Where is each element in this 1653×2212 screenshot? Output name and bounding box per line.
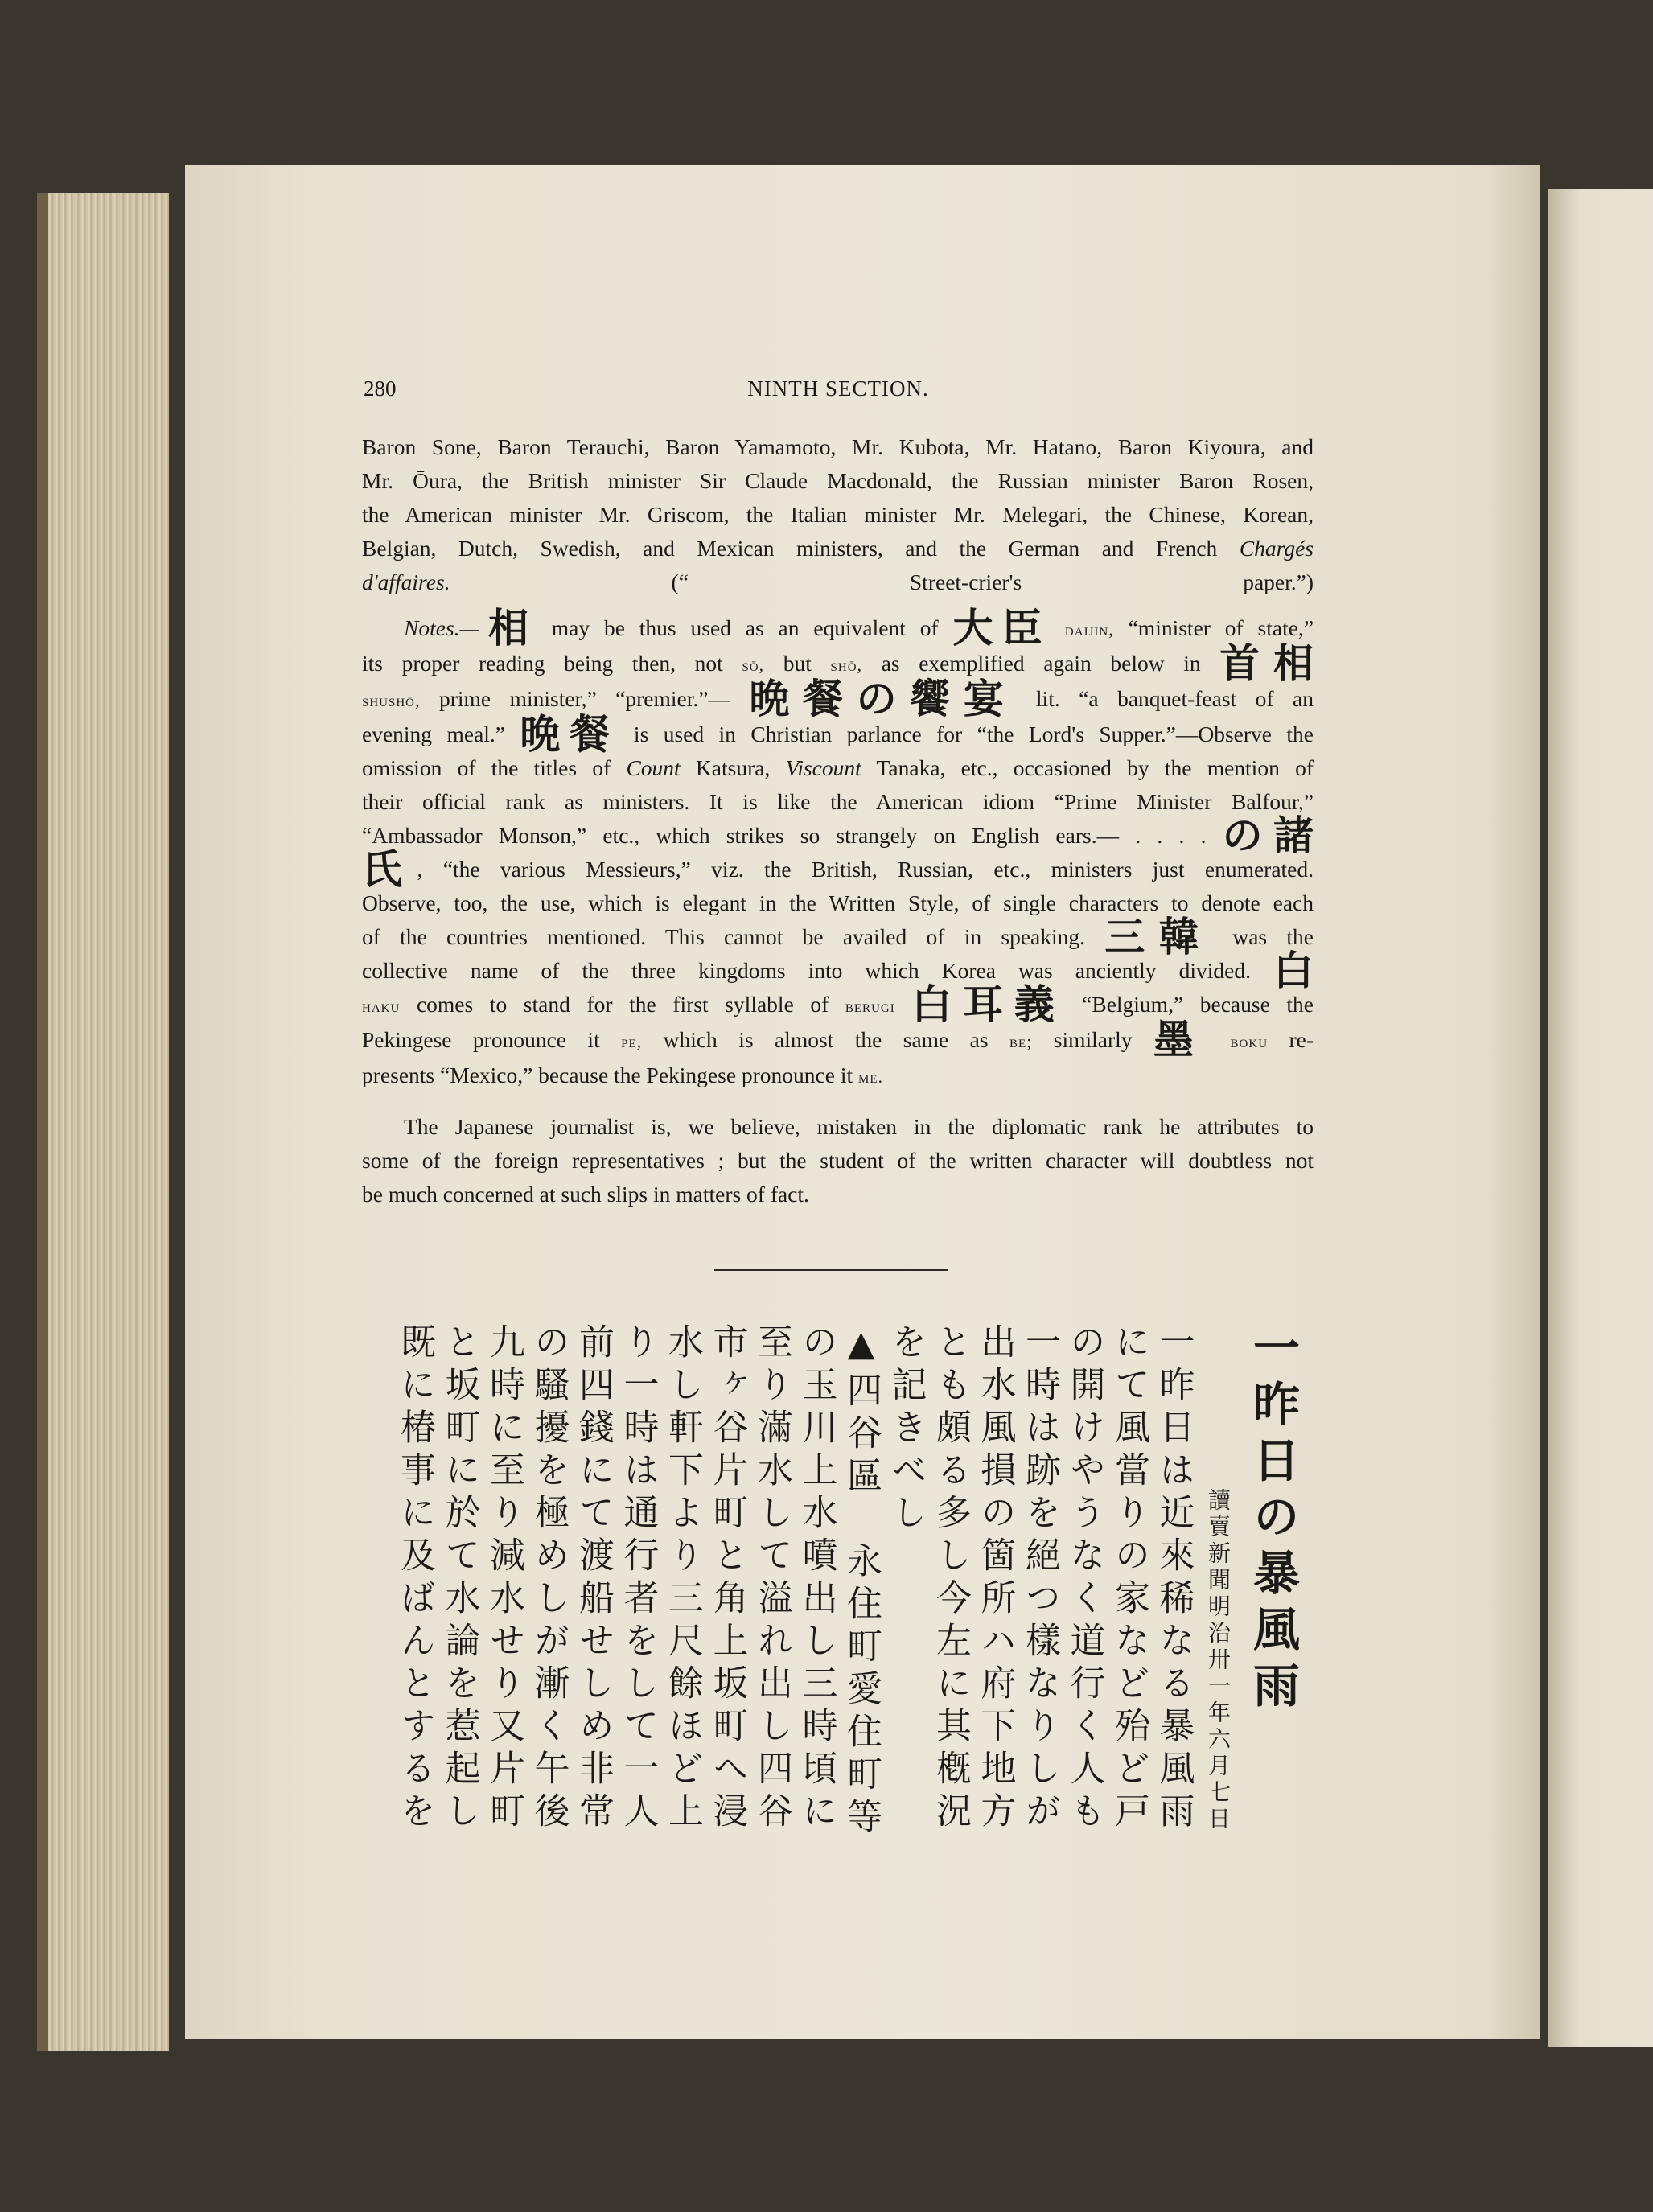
facing-page-edge bbox=[1548, 189, 1653, 2047]
text-column: ▲四谷區 永住町愛住町等 bbox=[841, 1323, 882, 1840]
text-column: と坂町に於て水論を惹起し bbox=[438, 1323, 480, 1835]
text-line: “Ambassador Monson,” etc., which strikes so strangely on English ears.— . . . . の諸 bbox=[362, 812, 1314, 859]
text-line: Belgian, Dutch, Swedish, and Mexican ministers, and the German and French Chargés bbox=[362, 536, 1314, 561]
text-line: the American minister Mr. Griscom, the Italian minister Mr. Melegari, the Chinese, Korean, bbox=[362, 502, 1314, 527]
text-line: Observe, too, the use, which is elegant in the Written Style, of single characters to denote each bbox=[362, 890, 1314, 915]
text-column: の玉川上水噴出し三時頃に bbox=[796, 1323, 837, 1835]
text-column: 出水風損の箇所ハ府下地方 bbox=[974, 1323, 1016, 1835]
page-number: 280 bbox=[364, 376, 397, 401]
text-line: Notes.—相 may be thus used as an equivalent of 大臣 daijin, “minister of state,” bbox=[404, 604, 1314, 652]
section-divider bbox=[714, 1269, 948, 1271]
closing-paragraph bbox=[362, 1110, 1314, 1211]
text-line: omission of the titles of Count Katsura, Viscount Tanaka, etc., occasioned by the mention of bbox=[362, 755, 1314, 780]
notes-paragraph bbox=[362, 604, 1314, 1094]
text-column: 九時に至り減水せり又片町 bbox=[483, 1323, 524, 1835]
text-line: Baron Sone, Baron Terauchi, Baron Yamamoto, Mr. Kubota, Mr. Hatano, Baron Kiyoura, and bbox=[362, 434, 1314, 459]
text-column: 市ヶ谷片町と角上坂町へ浸 bbox=[706, 1323, 748, 1835]
text-column: にて風當りの家など殆ど戸 bbox=[1108, 1323, 1149, 1835]
text-line: 氏, “the various Messieurs,” viz. the British, Russian, etc., ministers just enumerated. bbox=[362, 845, 1314, 893]
text-line: shushō, prime minister,” “premier.”— 晩餐の饗宴 lit. “a banquet-feast of an bbox=[362, 675, 1314, 722]
text-line: some of the foreign representatives ; but the student of the written character will doubtless not bbox=[362, 1148, 1314, 1173]
translation-ending bbox=[362, 430, 1314, 599]
text-column: 一昨日は近來稀なる暴風雨 bbox=[1153, 1323, 1195, 1835]
text-column: 既に椿事に及ばんとするを bbox=[394, 1323, 435, 1835]
text-column: 前四錢にて渡船せしめ非常 bbox=[573, 1323, 614, 1835]
text-line: Mr. Ōura, the British minister Sir Claude Macdonald, the Russian minister Baron Rosen, bbox=[362, 468, 1314, 493]
book-page-edges bbox=[37, 193, 169, 2051]
text-line: its proper reading being then, not sō, but shō, as exemplified again below in 首相 bbox=[362, 639, 1314, 687]
text-line: The Japanese journalist is, we believe, mistaken in the diplomatic rank he attributes to bbox=[404, 1114, 1314, 1139]
text-column: 至り滿水して溢れ出し四谷 bbox=[751, 1323, 792, 1835]
text-column: 一時は跡を絕つ樣なりしが bbox=[1019, 1323, 1060, 1835]
text-column: の開けやうなく道行く人も bbox=[1063, 1323, 1105, 1835]
text-column: とも頗る多し今左に其槪況 bbox=[930, 1323, 971, 1835]
text-column: を記きべし bbox=[885, 1323, 927, 1536]
page-header bbox=[364, 376, 1313, 409]
text-column: の騷擾を極めしが漸く午後 bbox=[528, 1323, 570, 1835]
text-column: 水し軒下より三尺餘ほど上 bbox=[662, 1323, 703, 1835]
text-line: haku comes to stand for the first syllable of berugi 白耳義 “Belgium,” because the bbox=[362, 981, 1314, 1028]
japanese-vertical-text bbox=[393, 1323, 1306, 1840]
text-line: d'affaires. (“ Street-crier's paper.”) bbox=[362, 569, 1314, 594]
text-line: evening meal.” 晩餐 is used in Christian parlance for “the Lord's Supper.”—Observe the bbox=[362, 710, 1314, 758]
text-line: of the countries mentioned. This cannot be availed of in speaking. 三韓 was the bbox=[362, 913, 1314, 960]
section-title: NINTH SECTION. bbox=[747, 376, 929, 401]
text-line: collective name of the three kingdoms into which Korea was anciently divided. 白 bbox=[362, 947, 1314, 994]
article-title: 一昨日の暴風雨 bbox=[1245, 1323, 1300, 1717]
text-line: their official rank as ministers. It is like the American idiom “Prime Minister Balfour,” bbox=[362, 789, 1314, 814]
text-line: be much concerned at such slips in matters of fact. bbox=[362, 1182, 809, 1207]
article-source: 讀賣新聞明治卅一年六月七日 bbox=[1205, 1488, 1232, 1833]
text-line: presents “Mexico,” because the Pekingese pronounce it me. bbox=[362, 1063, 884, 1087]
text-line: Pekingese pronounce it pe, which is almost the same as be; similarly 墨 boku re- bbox=[362, 1016, 1314, 1063]
text-column: り一時は通行者をして一人 bbox=[617, 1323, 659, 1835]
